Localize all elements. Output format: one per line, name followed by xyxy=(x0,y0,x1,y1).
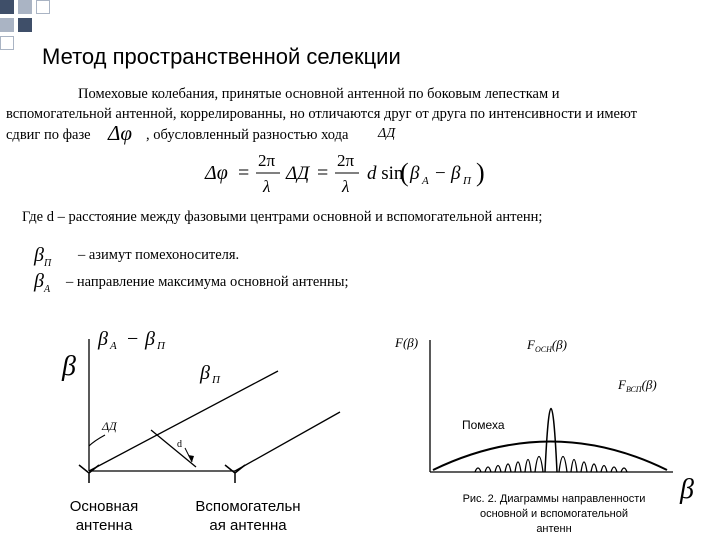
svg-text:А: А xyxy=(110,340,117,352)
svg-text:2π: 2π xyxy=(337,151,355,170)
main-antenna-label: Основная антенна xyxy=(69,498,139,534)
svg-text:β: β xyxy=(410,163,420,184)
svg-text:−: − xyxy=(435,163,446,184)
svg-text:=: = xyxy=(317,162,329,184)
svg-text:β: β xyxy=(145,328,155,350)
svg-text:2π: 2π xyxy=(258,151,276,170)
svg-text:ΔД: ΔД xyxy=(102,419,117,433)
svg-text:β: β xyxy=(62,351,76,382)
paragraph-line-3a: сдвиг по фазе xyxy=(6,127,91,143)
svg-text:П: П xyxy=(463,175,471,187)
svg-text:F(β): F(β) xyxy=(395,335,419,350)
paragraph-line-2: вспомогательной антенной, коррелированны, но отличаются друг от друга по интенсивности и имеют xyxy=(6,106,637,122)
paragraph-line-3b: , обусловленный разностью хода xyxy=(146,127,349,143)
definition-d: Где d – расстояние между фазовыми центрами основной и вспомогательной антенн; xyxy=(22,209,543,225)
svg-text:d: d xyxy=(177,439,182,450)
svg-text:FОСН(β): $F_{ОСН}(\beta)$ xyxy=(527,337,567,354)
definition-beta-p: – азимут помехоносителя. xyxy=(78,247,240,263)
svg-text:=: = xyxy=(238,162,250,184)
svg-text:): ) xyxy=(476,158,485,187)
delta-d-symbol: ΔД xyxy=(378,126,396,141)
svg-text:(: ( xyxy=(400,158,409,187)
paragraph-line-1: Помеховые колебания, принятые основной антенной по боковым лепесткам и xyxy=(78,86,560,102)
beta-p-symbol: $\beta_П$ xyxy=(34,244,52,269)
beta-a-symbol: $\beta_А$ xyxy=(34,270,51,295)
svg-text:А: А xyxy=(422,175,429,187)
svg-text:Δφ: Δφ xyxy=(205,162,228,184)
svg-text:d sin: d sin xyxy=(367,163,404,184)
aux-antenna-label: Вспомогательн ая антенна xyxy=(195,498,301,534)
svg-text:FВСП(β): $F_{ВСП}(\beta)$ xyxy=(618,377,657,394)
beta-axis-label: β xyxy=(680,474,694,505)
noise-label: Помеха xyxy=(462,418,505,432)
svg-text:−: − xyxy=(127,328,139,350)
definition-beta-a: – направление максимума основной антенны; xyxy=(66,274,349,290)
phase-shift-formula xyxy=(200,146,500,202)
slide-title: Метод пространственной селекции xyxy=(42,44,401,69)
svg-text:ΔД: ΔД xyxy=(286,163,310,184)
svg-text:β: β xyxy=(98,328,108,350)
svg-text:П: П xyxy=(157,340,165,352)
svg-text:П: П xyxy=(212,374,220,386)
svg-text:λ: λ xyxy=(263,177,271,196)
svg-text:β: β xyxy=(451,163,461,184)
svg-text:β: β xyxy=(200,362,210,384)
figure-caption: Рис. 2. Диаграммы направленности основной и вспомогательной антенн xyxy=(462,493,646,535)
radiation-pattern-chart xyxy=(385,325,720,500)
svg-text:λ: λ xyxy=(342,177,350,196)
delta-phi-symbol: Δφ xyxy=(108,121,132,145)
